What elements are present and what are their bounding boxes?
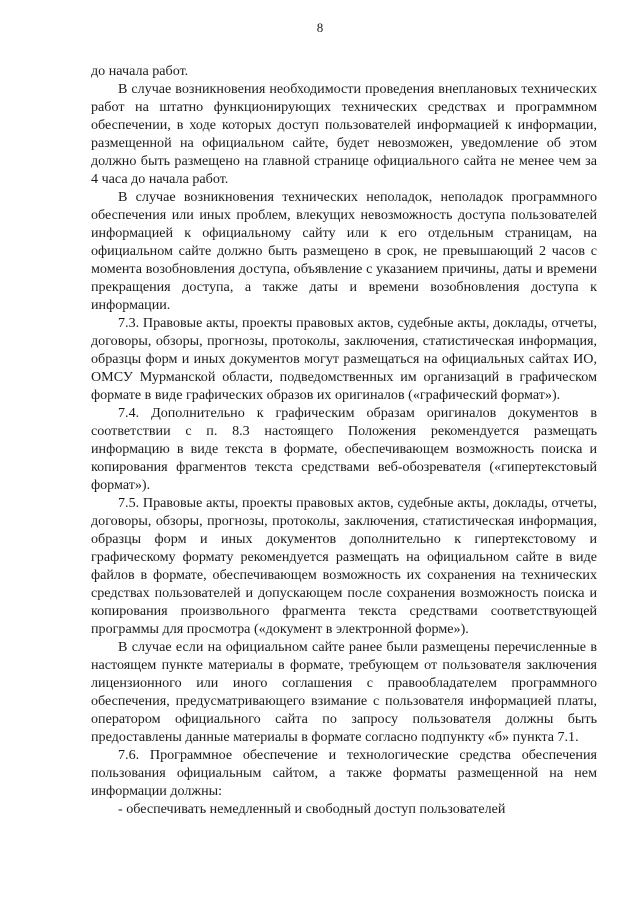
list-item-free-access: - обеспечивать немедленный и свободный доступ пользователей	[118, 801, 506, 817]
paragraph-7-3: 7.3. Правовые акты, проекты правовых актов, судебные акты, доклады, отчеты, договоры, обзоры, прогнозы, протоколы, заключения, статистическая информация, образцы форм и иных документов могут размещаться на официальных сайтах ИО, ОМСУ Мурманской области, подведомственных им организаций в графическом формате в виде графических образов их оригиналов («графический формат»).	[91, 315, 597, 403]
paragraph-license-formats: В случае если на официальном сайте ранее были размещены перечисленные в настоящем пункте материалы в формате, требующем от пользователя заключения лицензионного или иного соглашения с правообладателем программного обеспечения, предусматривающего взимание с пользователя информацией платы, оператором официального сайта по запросу пользователя должны быть предоставлены данные материалы в формате согласно подпункту «б» пункта 7.1.	[91, 639, 597, 745]
paragraph-unscheduled-maintenance: В случае возникновения необходимости проведения внеплановых технических работ на штатно функционирующих технических средствах и программном обеспечении, в ходе которых доступ пользователей информацией к информации, размещенной на официальном сайте, будет невозможен, уведомление об этом должно быть размещено на главной странице официального сайта не менее чем за 4 часа до начала работ.	[91, 81, 597, 187]
paragraph-technical-failures: В случае возникновения технических неполадок, неполадок программного обеспечения или иных проблем, влекущих невозможность доступа пользователей информацией к официальному сайту или к его отдельным страницам, на официальном сайте должно быть размещено в срок, не превышающий 2 часов с момента возобновления доступа, объявление с указанием причины, даты и времени прекращения доступа, а также даты и времени возобновления доступа к информации.	[91, 189, 597, 313]
page-number: 8	[316, 20, 324, 35]
paragraph-7-5: 7.5. Правовые акты, проекты правовых актов, судебные акты, доклады, отчеты, договоры, обзоры, прогнозы, протоколы, заключения, статистическая информация, образцы форм и иных документов дополнительно к гипертекстовому и графическому формату рекомендуется размещать на официальном сайте в виде файлов в формате, обеспечивающем возможность их сохранения на технических средствах пользователей и допускающем после сохранения возможность поиска и копирования произвольного фрагмента текста средствами соответствующей программы для просмотра («документ в электронной форме»).	[91, 495, 597, 637]
paragraph-7-6: 7.6. Программное обеспечение и технологические средства обеспечения пользования официальным сайтом, а также форматы размещенной на нем информации должны:	[91, 747, 597, 799]
paragraph-continuation: до начала работ.	[91, 63, 189, 79]
document-body	[91, 62, 597, 818]
paragraph-7-4: 7.4. Дополнительно к графическим образам оригиналов документов в соответствии с п. 8.3 настоящего Положения рекомендуется размещать информацию в виде текста в формате, обеспечивающем возможность поиска и копирования фрагментов текста средствами веб-обозревателя («гипертекстовый формат»).	[91, 405, 597, 493]
